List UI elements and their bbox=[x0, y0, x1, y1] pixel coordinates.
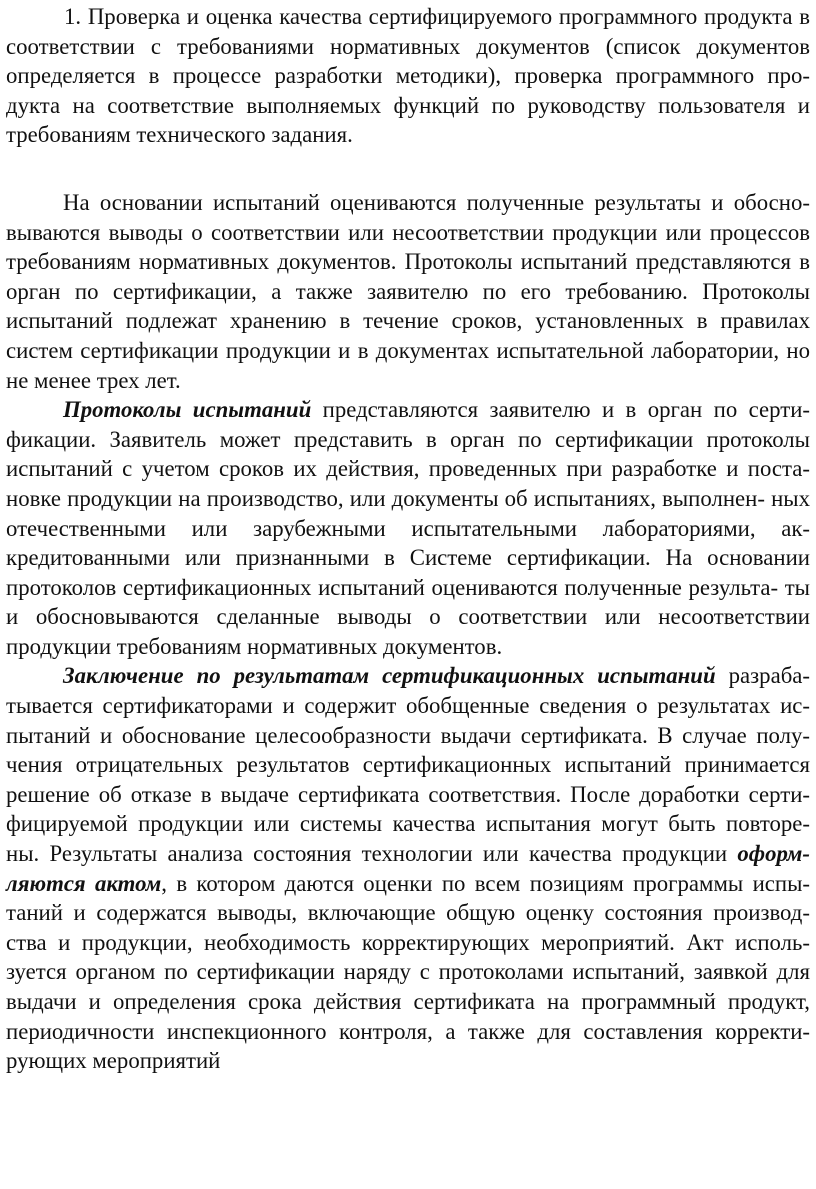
list-item-1 bbox=[6, 2, 810, 150]
term-conclusion: Заключение по результатам сертификационных испытаний bbox=[63, 663, 716, 689]
paragraph-test-protocols bbox=[6, 395, 810, 661]
paragraph-conclusion bbox=[6, 661, 810, 1075]
paragraph-text: представляются заявителю и в орган по серти- фикации. Заявитель может представить в орган по сертификации протоколы испытаний с учетом сроков их действия, проведенных при разработке и поста- новке продукции на производство, или документы об испытаниях, выполнен- ных отечественными или зарубежными испытательными лабораториями, ак- кредитованными или признанными в Системе сертификации. На основании протоколов сертификационных испытаний оцениваются полученные результа- ты и обосновываются сделанные выводы о соответствии или несоответствии продукции требованиям нормативных документов. bbox=[6, 397, 810, 659]
term-act: оформ- ляются актом bbox=[6, 841, 810, 896]
paragraph-test-results bbox=[6, 188, 810, 395]
paragraph-text: , в котором даются оценки по всем позициям программы испы- таний и содержатся выводы, включающие общую оценку состояния производ- ства и продукции, необходимость корректирующих мероприятий. Акт исполь- зуется органом по сертификации наряду с протоколами испытаний, заявкой для выдачи и определения срока действия сертификата на программный продукт, периодичности инспекционного контроля, а также для составления корректи- рующих мероприятий bbox=[6, 870, 810, 1074]
paragraph-spacer bbox=[6, 150, 810, 188]
paragraph-text: разраба- тывается сертификаторами и содержит обобщенные сведения о результатах ис- пытаний и обоснование целесообразности выдачи сертификата. В случае полу- чения отрицательных результатов сертификационных испытаний принимается решение об отказе в выдаче сертификата соответствия. После доработки серти- фицируемой продукции или системы качества испытания могут быть повторе- ны. Результаты анализа состояния технологии или качества продукции bbox=[6, 663, 810, 867]
term-test-protocols: Протоколы испытаний bbox=[63, 397, 312, 423]
document-page bbox=[6, 2, 810, 1076]
list-item-number: 1. bbox=[64, 4, 82, 29]
list-item-text: Проверка и оценка качества сертифицируемого программного продукта в соответствии с требованиями нормативных документов (список документов определяется в процессе разработки методики), проверка программного про- дукта на соответствие выполняемых функций по руководству пользователя и требованиям технического задания. bbox=[6, 4, 810, 148]
paragraph-text: На основании испытаний оцениваются полученные результаты и обосно- вываются выводы о соответствии или несоответствии продукции или процессов требованиям нормативных документов. Протоколы испытаний представляются в орган по сертификации, а также заявителю по его требованию. Протоколы испытаний подлежат хранению в течение сроков, установленных в правилах систем сертификации продукции и в документах испытательной лаборатории, но не менее трех лет. bbox=[6, 189, 810, 393]
